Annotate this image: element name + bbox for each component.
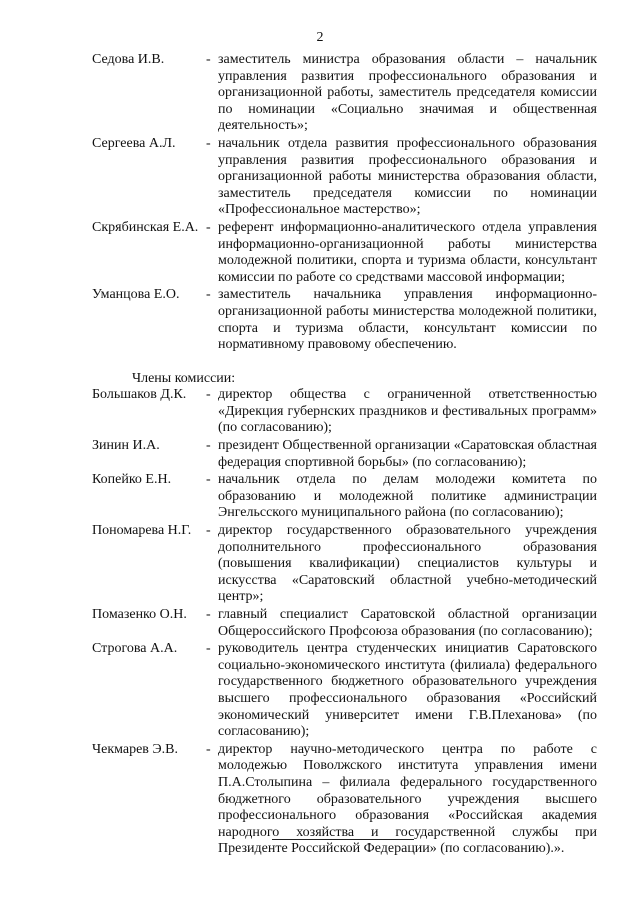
- entry-description: директор научно-методического центра по работе с молодежью Поволжского института управления имени П.А.Столыпина – филиала федерального государственного бюджетного образовательного учреждения высшего профессионального образования «Российская академия народного хозяйства и государственной службы при Президенте Российской Федерации» (по согласованию).».: [218, 741, 597, 857]
- entry-description: главный специалист Саратовской областной организации Общероссийского Профсоюза образования (по согласованию);: [218, 607, 597, 639]
- entry-description: президент Общественной организации «Саратовская областная федерация спортивной борьбы» (по согласованию);: [218, 438, 597, 470]
- commission-list: [92, 52, 597, 859]
- members-heading: Члены комиссии:: [132, 370, 236, 386]
- entry-description: заместитель начальника управления информационно-организационной работы министерства молодежной политики, спорта и туризма области, консультант комиссии по нормативному правовому обеспечению.: [218, 287, 597, 353]
- entry-description: начальник отдела по делам молодежи комитета по образованию и молодежной политике администрации Энгельсского муниципального района (по согласованию);: [218, 472, 597, 521]
- entry-kopeyko: [92, 472, 597, 522]
- entry-dash: -: [206, 523, 211, 539]
- entry-description: референт информационно-аналитического отдела управления информационно-организационной работы министерства молодежной политики, спорта и туризма области, консультант комиссии по работе со средствами массовой информации;: [218, 219, 597, 285]
- entry-name: Строгова А.А.: [92, 641, 178, 657]
- entry-skryabinskaya: [92, 220, 597, 286]
- entry-description: заместитель министра образования области – начальник управления развития профессионального образования и организационной работы, заместитель председателя комиссии по номинации «Социально значимая и общественная деятельность»;: [218, 52, 597, 134]
- entry-description: руководитель центра студенческих инициатив Саратовского социально-экономического института (филиала) федерального государственного бюджетного образовательного учреждения высшего профессионального образования «Российский экономический университет имени Г.В.Плеханова» (по согласованию);: [218, 641, 597, 740]
- entry-name: Скрябинская Е.А.: [92, 219, 199, 235]
- entry-umantsova: [92, 287, 597, 353]
- entry-name: Седова И.В.: [92, 52, 165, 67]
- entry-sergeeva: [92, 136, 597, 219]
- end-of-document-line: [272, 839, 414, 840]
- entry-bolshakov: [92, 387, 597, 437]
- entry-dash: -: [206, 438, 211, 454]
- entry-description: директор общества с ограниченной ответственностью «Дирекция губернских праздников и фестивальных программ» (по согласованию);: [218, 387, 597, 436]
- entry-name: Зинин И.А.: [92, 438, 160, 454]
- entry-name: Копейко Е.Н.: [92, 472, 172, 488]
- entry-description: начальник отдела развития профессионального образования управления развития профессионального образования и организационной работы министерства образования области, заместитель председателя комиссии по номинации «Профессиональное мастерство»;: [218, 135, 597, 218]
- entry-dash: -: [206, 741, 211, 757]
- entry-name: Сергеева А.Л.: [92, 135, 176, 151]
- entry-ponomareva: [92, 523, 597, 606]
- entry-dash: -: [206, 52, 211, 67]
- entry-dash: -: [206, 472, 211, 488]
- entry-sedova: [92, 52, 597, 135]
- entry-name: Чекмарев Э.В.: [92, 741, 178, 757]
- entry-dash: -: [206, 387, 211, 403]
- page-number: 2: [316, 30, 324, 45]
- entry-chekmarev: [92, 742, 597, 858]
- entry-description: директор государственного образовательного учреждения дополнительного профессионального образования (повышения квалификации) специалистов культуры и искусства «Саратовский областной учебно-методический центр»;: [218, 523, 597, 605]
- entry-dash: -: [206, 287, 211, 303]
- entry-dash: -: [206, 219, 211, 235]
- entry-name: Помазенко О.Н.: [92, 607, 187, 622]
- entry-name: Пономарева Н.Г.: [92, 523, 192, 539]
- entry-pomazenko: [92, 607, 597, 640]
- entry-strogova: [92, 641, 597, 741]
- entry-dash: -: [206, 641, 211, 657]
- entry-dash: -: [206, 135, 211, 151]
- entry-zinin: [92, 438, 597, 471]
- entry-name: Уманцова Е.О.: [92, 287, 180, 303]
- entry-name: Большаков Д.К.: [92, 387, 187, 403]
- entry-dash: -: [206, 607, 211, 622]
